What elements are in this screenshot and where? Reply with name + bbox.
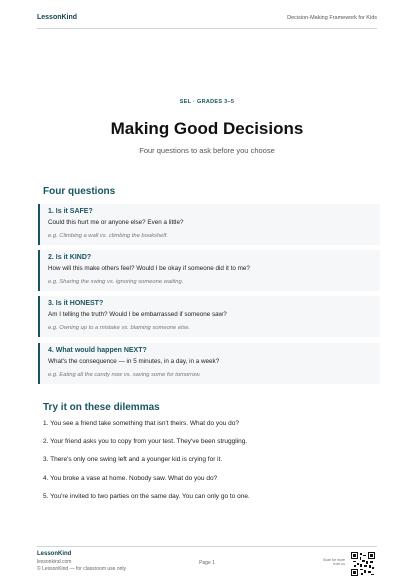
question-card-next [38, 343, 380, 384]
dilemma-item: 1. You see a friend take something that isn't theirs. What do you do? [43, 420, 240, 427]
question-example: e.g. Owning up to a mistake vs. blaming someone else. [48, 325, 191, 331]
section-title-questions: Four questions [43, 186, 116, 197]
eyebrow-label: SEL · GRADES 3–5 [179, 99, 235, 105]
question-title: 4. What would happen NEXT? [48, 347, 147, 354]
footer-brand: LessonKind [37, 551, 72, 557]
question-text: Could this hurt me or anyone else? Even a little? [48, 219, 184, 226]
question-example: e.g. Sharing the swing vs. ignoring someone waiting. [48, 279, 184, 285]
question-title: 3. Is it HONEST? [48, 300, 104, 307]
page-number: Page 1 [199, 560, 215, 566]
section-title-dilemmas: Try it on these dilemmas [43, 402, 160, 413]
question-card-kind [38, 250, 380, 291]
dilemma-item: 3. There's only one swing left and a younger kid is crying for it. [43, 456, 223, 463]
question-title: 1. Is it SAFE? [48, 208, 93, 215]
footer-copyright: © LessonKind — for classroom use only [37, 566, 127, 572]
question-example: e.g. Eating all the candy now vs. saving some for tomorrow. [48, 372, 201, 378]
brand-logo-text: LessonKind [37, 14, 78, 21]
page-footer [37, 546, 377, 579]
page-subtitle: Four questions to ask before you choose [139, 146, 275, 155]
question-card-safe [38, 204, 380, 245]
document-title-header: Decision-Making Framework for Kids [287, 15, 377, 21]
question-text: What's the consequence — in 5 minutes, in a day, in a week? [48, 358, 220, 365]
dilemma-item: 4. You broke a vase at home. Nobody saw. What do you do? [43, 475, 218, 482]
page-header [37, 14, 377, 29]
question-card-honest [38, 296, 380, 337]
question-text: Am I telling the truth? Would I be embarrassed if someone saw? [48, 311, 227, 318]
qr-caption: Scan for more from us [323, 558, 345, 566]
footer-website-link[interactable]: lessonkind.com [37, 559, 72, 565]
page-title: Making Good Decisions [110, 119, 304, 138]
question-text: How will this make others feel? Would I be okay if someone did it to me? [48, 265, 250, 272]
qr-code-icon [351, 552, 375, 576]
dilemma-item: 5. You're invited to two parties on the same day. You can only go to one. [43, 493, 250, 500]
dilemma-item: 2. Your friend asks you to copy from your test. They've been struggling. [43, 438, 248, 445]
question-example: e.g. Climbing a wall vs. climbing the bookshelf. [48, 233, 168, 239]
question-title: 2. Is it KIND? [48, 254, 92, 261]
